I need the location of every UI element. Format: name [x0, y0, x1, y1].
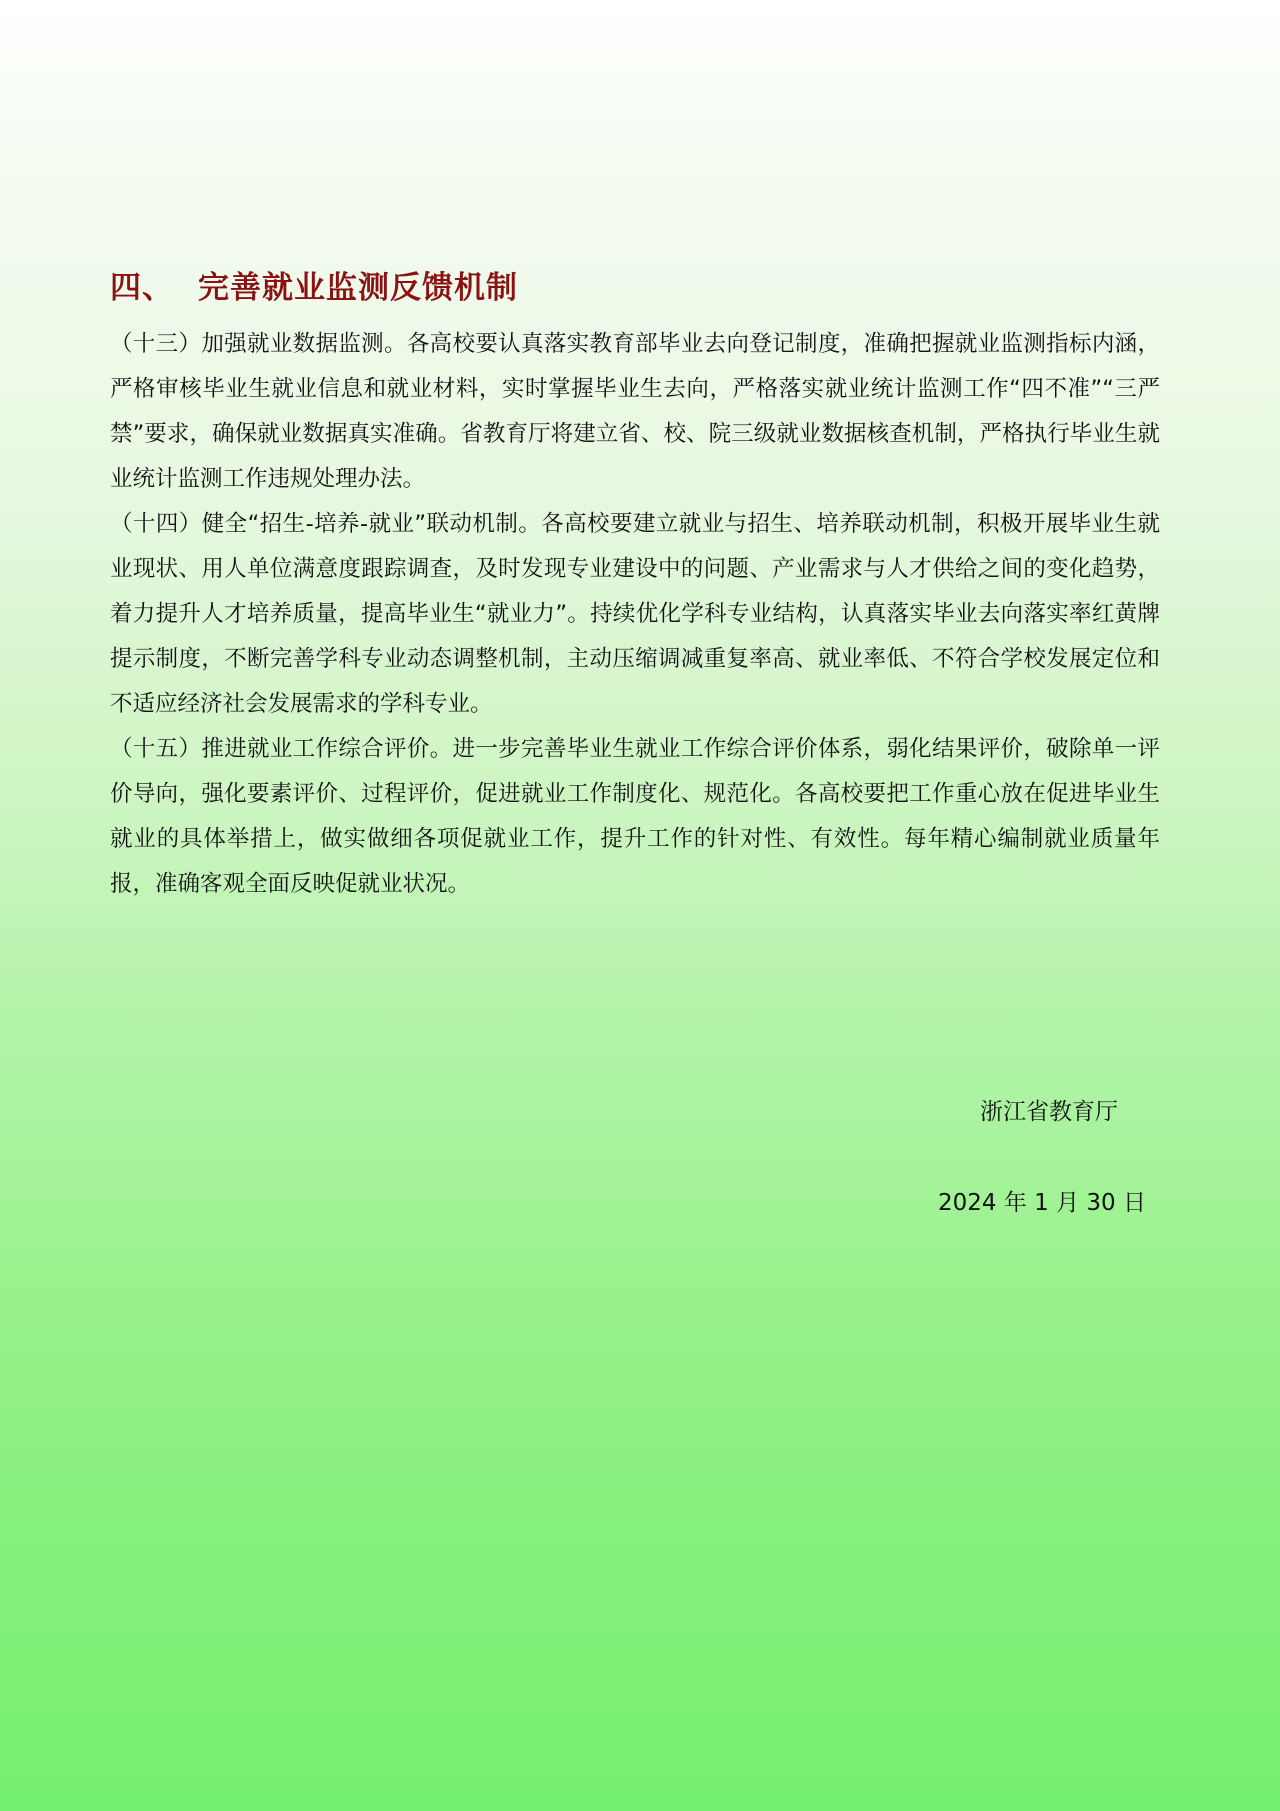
paragraph-14: （十四）健全“招生-培养-就业”联动机制。各高校要建立就业与招生、培养联动机制，积极开展毕业生就业现状、用人单位满意度跟踪调查，及时发现专业建设中的问题、产业需求与人才供给之间的变化趋势，着力提升人才培养质量，提高毕业生“就业力”。持续优化学科专业结构，认真落实毕业去向落实率红黄牌提示制度，不断完善学科专业动态调整机制，主动压缩调减重复率高、就业率低、不符合学校发展定位和不适应经济社会发展需求的学科专业。: [110, 511, 1160, 717]
paragraph-15: （十五）推进就业工作综合评价。进一步完善毕业生就业工作综合评价体系，弱化结果评价，破除单一评价导向，强化要素评价、过程评价，促进就业工作制度化、规范化。各高校要把工作重心放在促进毕业生就业的具体举措上，做实做细各项促就业工作，提升工作的针对性、有效性。每年精心编制就业质量年报，准确客观全面反映促就业状况。: [110, 736, 1160, 897]
section-heading: [110, 262, 518, 307]
section-title: 完善就业监测反馈机制: [198, 270, 518, 306]
signature-date: 2024 年 1 月 30 日: [938, 1190, 1146, 1216]
signature-organization: 浙江省教育厅: [980, 1099, 1118, 1125]
document-body: [110, 322, 1160, 907]
section-number: 四、: [110, 270, 174, 306]
paragraph-13: （十三）加强就业数据监测。各高校要认真落实教育部毕业去向登记制度，准确把握就业监测指标内涵，严格审核毕业生就业信息和就业材料，实时掌握毕业生去向，严格落实就业统计监测工作“四不准”“三严禁”要求，确保就业数据真实准确。省教育厅将建立省、校、院三级就业数据核查机制，严格执行毕业生就业统计监测工作违规处理办法。: [110, 331, 1160, 492]
